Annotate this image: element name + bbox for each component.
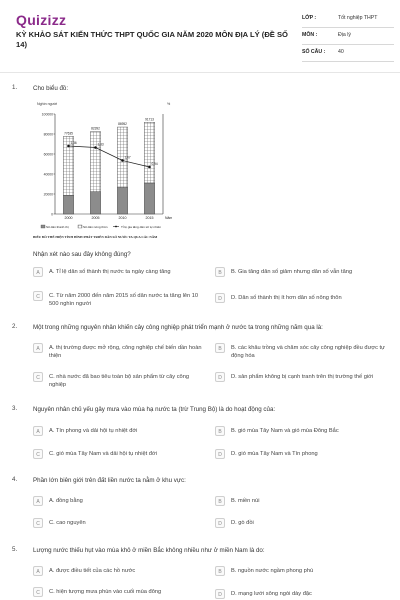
question-number: 1. xyxy=(12,84,18,91)
y-tick-label: 100000 xyxy=(41,112,53,117)
option-text: A. thị trường được mở rộng, công nghiệp chế biến dần hoàn thiện xyxy=(49,345,202,359)
option-letter-box[interactable]: A xyxy=(33,496,43,506)
meta-value: 40 xyxy=(338,49,344,55)
meta-label: MÔN : xyxy=(302,32,318,38)
option-text: A. Tín phong và dải hội tụ nhiệt đới xyxy=(49,428,138,434)
option-letter-box[interactable]: A xyxy=(33,267,43,277)
rate-label: 0,94 xyxy=(151,162,158,166)
rate-point xyxy=(121,159,124,162)
question-number: 2. xyxy=(12,323,18,330)
legend-swatch-rural xyxy=(78,225,82,228)
rate-point xyxy=(148,166,151,169)
option-text: C. Từ năm 2000 đến năm 2015 số dân nước ta tăng lên 10 500 nghìn người xyxy=(49,293,199,307)
option-text: D. gò đồi xyxy=(231,520,254,526)
legend-label: Số dân nông thôn xyxy=(83,225,108,229)
option-text: A. được điều tiết của các hồ nước xyxy=(49,568,136,574)
rate-label: 1,07 xyxy=(124,155,131,160)
option-letter-box[interactable]: B xyxy=(215,426,225,436)
option-letter-box[interactable]: D xyxy=(215,589,225,599)
meta-label: SỐ CÂU : xyxy=(302,49,326,55)
bar-urban xyxy=(117,187,127,214)
question-prompt: Nhận xét nào sau đây không đúng? xyxy=(33,251,131,258)
option-letter-box[interactable]: C xyxy=(33,518,43,528)
meta-row-count xyxy=(302,46,394,62)
bar-total-label: 86952 xyxy=(118,122,127,127)
option-text: C. hiện tượng mưa phùn vào cuối mùa đông xyxy=(49,589,162,595)
x-tick-label: 2005 xyxy=(91,216,100,220)
legend-swatch-rate-point xyxy=(115,226,117,228)
option-letter-box[interactable]: D xyxy=(215,449,225,459)
question-number: 4. xyxy=(12,476,18,483)
option-text: A. đồng bằng xyxy=(49,498,83,504)
meta-row-subject xyxy=(302,29,394,45)
rate-point xyxy=(67,145,70,148)
chart-caption: BIỂU ĐỒ THỂ HIỆN TÌNH HÌNH PHÁT TRIỂN DÂN SỐ NƯỚC TA QUA CÁC NĂM xyxy=(33,235,158,239)
meta-value: Địa lý xyxy=(338,32,351,38)
option-letter-box[interactable]: C xyxy=(33,587,43,597)
bar-urban xyxy=(90,192,100,214)
meta-label: LỚP : xyxy=(302,15,317,21)
option-letter-box[interactable]: B xyxy=(215,343,225,353)
worksheet-meta xyxy=(302,12,394,63)
question-text: Nguyên nhân chủ yếu gây mưa vào mùa hạ nước ta (trừ Trung Bộ) là do hoạt động của: xyxy=(33,406,276,413)
option-text: D. mạng lưới sông ngòi dày đặc xyxy=(231,591,312,597)
option-text: B. miền núi xyxy=(231,498,260,504)
option-text: C. cao nguyên xyxy=(49,520,86,526)
option-text: B. Gia tăng dân số giảm nhưng dân số vẫn tăng xyxy=(231,269,353,275)
x-tick-label: 2015 xyxy=(145,216,154,220)
bar-total-label: 91713 xyxy=(145,117,154,122)
bar-urban xyxy=(63,195,73,214)
option-letter-box[interactable]: D xyxy=(215,518,225,528)
rate-label: 1,36 xyxy=(70,141,77,145)
bar-rural xyxy=(144,122,154,183)
meta-row-class xyxy=(302,12,394,28)
option-letter-box[interactable]: C xyxy=(33,372,43,382)
option-letter-box[interactable]: C xyxy=(33,291,43,301)
bar-total-label: 82392 xyxy=(91,126,100,131)
worksheet-title: KỲ KHẢO SÁT KIẾN THỨC THPT QUỐC GIA NĂM 2020 MÔN ĐỊA LÝ (ĐỀ SỐ 14) xyxy=(16,30,288,49)
option-letter-box[interactable]: B xyxy=(215,496,225,506)
worksheet-header xyxy=(0,0,400,70)
option-letter-box[interactable]: A xyxy=(33,566,43,576)
legend-label: Tỉ lệ gia tăng dân số tự nhiên xyxy=(121,225,162,229)
question-number: 3. xyxy=(12,405,18,412)
rate-line xyxy=(69,146,150,167)
option-text: D. sản phẩm không bị cạnh tranh trên thị trường thế giới xyxy=(231,374,374,380)
y2-axis-label: % xyxy=(167,102,171,106)
rate-label: 1,33 xyxy=(97,142,104,147)
y-tick-label: 60000 xyxy=(43,152,53,157)
option-letter-box[interactable]: A xyxy=(33,343,43,353)
y-tick-label: 20000 xyxy=(43,192,53,197)
y-tick-label: 40000 xyxy=(43,172,53,177)
option-text: D. Dân số thành thị ít hơn dân số nông thôn xyxy=(231,295,342,301)
question-text: Cho biểu đồ: xyxy=(33,85,69,92)
option-text: B. nguồn nước ngầm phong phú xyxy=(231,568,314,574)
option-letter-box[interactable]: D xyxy=(215,293,225,303)
option-letter-box[interactable]: B xyxy=(215,566,225,576)
population-chart xyxy=(33,96,183,246)
bar-rural xyxy=(90,132,100,192)
option-text: D. gió mùa Tây Nam và Tín phong xyxy=(231,451,318,457)
y-axis-label: Nghìn người xyxy=(37,102,58,106)
question-text: Phần lớn biên giới trên đất liền nước ta nằm ở khu vực: xyxy=(33,477,186,484)
question-text: Lượng nước thiếu hụt vào mùa khô ở miền Bắc không nhiều như ở miền Nam là do: xyxy=(33,547,265,554)
question-text: Một trong những nguyên nhân khiến cây công nghiệp phát triển mạnh ở nước ta trong những năm qua là: xyxy=(33,324,323,331)
y-tick-label: 0 xyxy=(51,212,53,217)
option-text: B. gió mùa Tây Nam và gió mùa Đông Bắc xyxy=(231,428,339,434)
option-text: B. các khâu trồng và chăm sóc cây công nghiệp đều được tự động hóa xyxy=(231,345,385,359)
option-letter-box[interactable]: D xyxy=(215,372,225,382)
option-text: A. Tỉ lệ dân số thành thị nước ta ngày càng tăng xyxy=(49,269,171,275)
x-tick-label: 2000 xyxy=(64,216,73,220)
x-unit-label: Năm xyxy=(165,216,173,220)
population-chart-svg xyxy=(33,96,183,246)
legend-label: Số dân thành thị xyxy=(46,225,69,229)
option-letter-box[interactable]: B xyxy=(215,267,225,277)
option-text: C. nhà nước đã bao tiêu toàn bộ sản phẩm từ cây công nghiệp xyxy=(49,374,190,388)
option-text: C. gió mùa Tây Nam và dải hội tụ nhiệt đới xyxy=(49,451,157,457)
quizizz-logo[interactable]: Quizizz xyxy=(16,12,67,28)
option-letter-box[interactable]: A xyxy=(33,426,43,436)
y-tick-label: 80000 xyxy=(43,132,53,137)
bar-urban xyxy=(144,183,154,214)
rate-point xyxy=(94,146,97,149)
header-divider xyxy=(0,72,400,73)
legend-swatch-urban xyxy=(41,225,45,228)
option-letter-box[interactable]: C xyxy=(33,449,43,459)
question-number: 5. xyxy=(12,546,18,553)
meta-value: Tốt nghiệp THPT xyxy=(338,15,378,21)
x-tick-label: 2010 xyxy=(118,216,127,220)
bar-total-label: 77635 xyxy=(64,131,73,136)
